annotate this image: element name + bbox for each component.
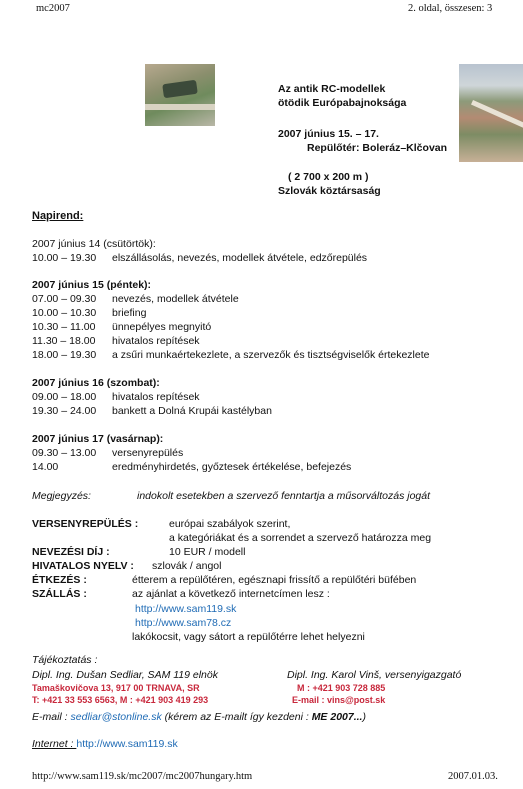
email-link[interactable]: sedliar@stonline.sk — [70, 711, 162, 723]
agenda-time: 10.30 – 11.00 — [32, 321, 96, 333]
agenda-time: 07.00 – 09.30 — [32, 293, 97, 305]
rc-model-photo — [145, 64, 215, 126]
accommodation-value: az ajánlat a következő internetcímen lesz : — [132, 588, 330, 600]
event-country: Szlovák köztársaság — [278, 185, 381, 197]
agenda-text: a zsűri munkaértekezlete, a szervezők és tisztségviselők értekezlete — [112, 349, 430, 361]
agenda-text: hivatalos repítések — [112, 335, 200, 347]
race-line1: európai szabályok szerint, — [169, 518, 291, 530]
contact-mobile-2: M : +421 903 728 885 — [297, 683, 386, 693]
meals-value: étterem a repülőtéren, egésznapi frissítő a repülőtéri büfében — [132, 574, 417, 586]
fee-label: NEVEZÉSI DÍJ : — [32, 546, 110, 558]
footer-url: http://www.sam119.sk/mc2007/mc2007hungary.htm — [32, 771, 253, 782]
agenda-text: briefing — [112, 307, 147, 319]
agenda-time: 10.00 – 10.30 — [32, 307, 97, 319]
agenda-time: 09.00 – 18.00 — [32, 391, 97, 403]
contact-email-2: E-mail : vins@post.sk — [292, 695, 386, 705]
contact-person-2: Dipl. Ing. Karol Vinš, versenyigazgató — [287, 669, 462, 681]
camping-note: lakókocsit, vagy sátort a repülőtérre lehet helyezni — [132, 631, 365, 643]
day-title: 2007 június 16 (szombat): — [32, 377, 160, 389]
meals-label: ÉTKEZÉS : — [32, 574, 87, 586]
day-title: 2007 június 14 (csütörtök): — [32, 238, 156, 250]
event-airfield: Repülőtér: Boleráz–Klčovan — [307, 142, 448, 154]
accommodation-link-sam119[interactable]: http://www.sam119.sk — [135, 603, 237, 615]
accommodation-link-sam78[interactable]: http://www.sam78.cz — [135, 617, 232, 629]
day-title: 2007 június 15 (péntek): — [32, 279, 152, 291]
airfield-size: ( 2 700 x 200 m ) — [288, 171, 369, 183]
page-header-left: mc2007 — [36, 3, 70, 14]
language-value: szlovák / angol — [152, 560, 222, 572]
footer-date: 2007.01.03. — [448, 771, 498, 782]
agenda-text: versenyrepülés — [112, 447, 184, 459]
agenda-text: ünnepélyes megnyitó — [112, 321, 212, 333]
email-note-pre: (kérem az E-mailt így kezdeni : — [161, 711, 312, 723]
fee-value: 10 EUR / modell — [169, 546, 246, 558]
email-label: E-mail : — [32, 711, 71, 723]
day-title: 2007 június 17 (vasárnap): — [32, 433, 164, 445]
language-label: HIVATALOS NYELV : — [32, 560, 134, 572]
agenda-time: 14.00 — [32, 461, 59, 473]
email-note-bold: ME 2007... — [311, 711, 363, 723]
internet-link[interactable]: http://www.sam119.sk — [76, 738, 178, 750]
agenda-text: nevezés, modellek átvétele — [112, 293, 239, 305]
agenda-time: 18.00 – 19.30 — [32, 349, 97, 361]
agenda-text: elszállásolás, nevezés, modellek átvétele, edzőrepülés — [112, 252, 368, 264]
agenda-time: 19.30 – 24.00 — [32, 405, 97, 417]
race-label: VERSENYREPÜLÉS : — [32, 518, 139, 530]
event-title-line1: Az antik RC-modellek — [278, 83, 386, 95]
event-dates: 2007 június 15. – 17. — [278, 128, 379, 140]
agenda-time: 11.30 – 18.00 — [32, 335, 96, 347]
internet-line — [32, 738, 178, 750]
internet-label: Internet : — [32, 738, 77, 750]
accommodation-label: SZÁLLÁS : — [32, 588, 87, 600]
event-title-line2: ötödik Európabajnoksága — [278, 97, 407, 109]
note-text: indokolt esetekben a szervező fenntartja a műsorváltozás jogát — [137, 490, 431, 502]
agenda-text: hivatalos repítések — [112, 391, 200, 403]
contact-label: Tájékoztatás : — [32, 654, 98, 666]
airfield-aerial-photo — [459, 64, 523, 162]
agenda-title: Napirend: — [32, 210, 84, 222]
page-header-right: 2. oldal, összesen: 3 — [408, 3, 493, 14]
race-line2: a kategóriákat és a sorrendet a szervező határozza meg — [169, 532, 432, 544]
agenda-text: eredményhirdetés, győztesek értékelése, befejezés — [112, 461, 352, 473]
note-label: Megjegyzés: — [32, 490, 91, 502]
contact-address: Tamaškovičova 13, 917 00 TRNAVA, SR — [32, 683, 200, 693]
contact-person-1: Dipl. Ing. Dušan Sedliar, SAM 119 elnök — [32, 669, 218, 681]
agenda-time: 09.30 – 13.00 — [32, 447, 97, 459]
email-line — [32, 711, 366, 723]
agenda-text: bankett a Dolná Krupái kastélyban — [112, 405, 272, 417]
email-note-post: ) — [362, 711, 366, 723]
contact-phones-1: T: +421 33 553 6563, M : +421 903 419 293 — [32, 695, 209, 705]
agenda-time: 10.00 – 19.30 — [32, 252, 97, 264]
